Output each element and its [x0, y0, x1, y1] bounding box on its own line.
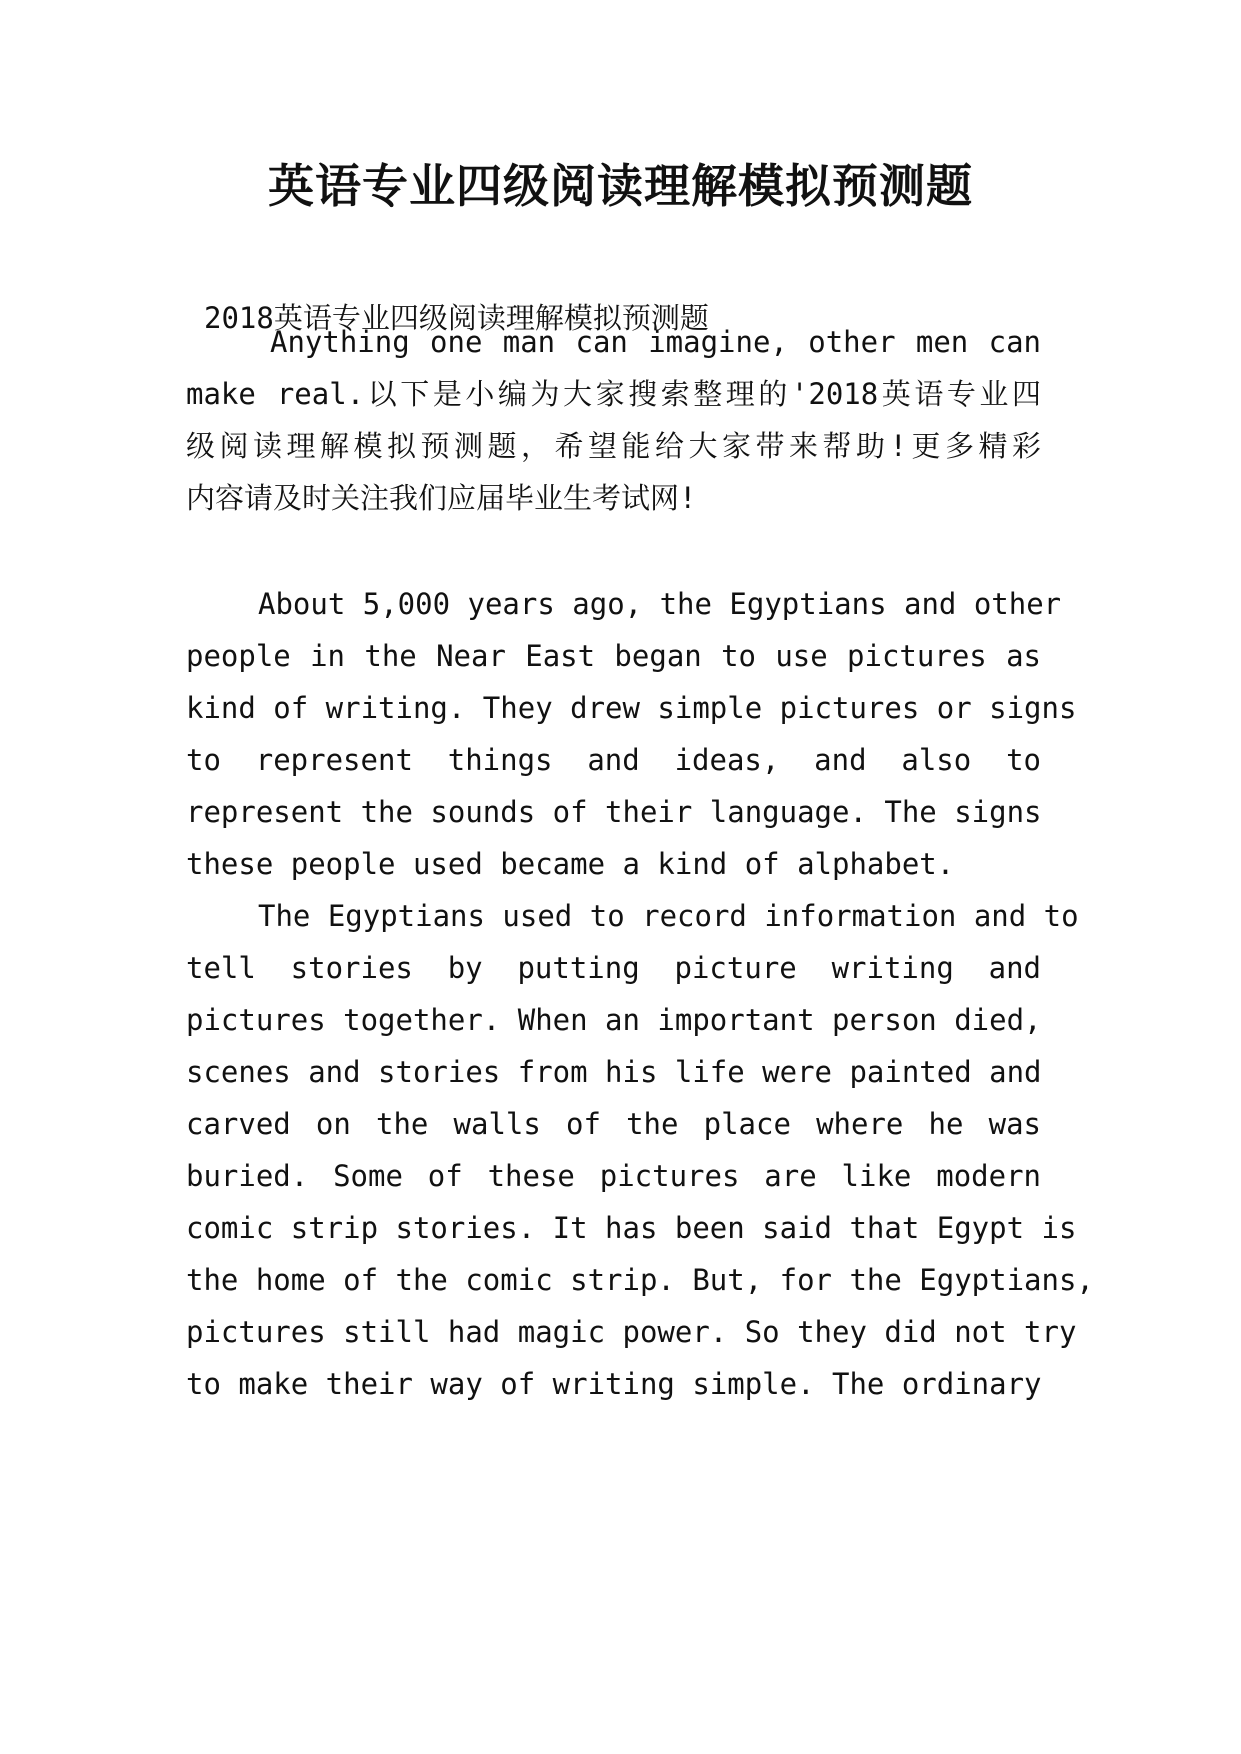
paragraph-line: to make their way of writing simple. The ordinary [186, 1367, 1042, 1401]
paragraph-line: these people used became a kind of alphabet. [186, 847, 955, 881]
paragraph-line: buried. Some of these pictures are like modern [186, 1159, 1041, 1193]
paragraph-line: people in the Near East began to use pictures as [186, 639, 1041, 673]
intro-line: 级阅读理解模拟预测题，希望能给大家带来帮助!更多精彩 [186, 429, 1041, 463]
paragraph-line: comic strip stories. It has been said that Egypt is [186, 1211, 1077, 1245]
paragraph-line: kind of writing. They drew simple pictures or signs [186, 691, 1077, 725]
paragraph-line: tell stories by putting picture writing and [186, 951, 1041, 985]
intro-line: make real.以下是小编为大家搜索整理的'2018英语专业四 [186, 377, 1041, 411]
paragraph-line: represent the sounds of their language. The signs [186, 795, 1042, 829]
intro-line: 内容请及时关注我们应届毕业生考试网! [186, 481, 697, 515]
paragraph-line: the home of the comic strip. But, for the Egyptians, [186, 1263, 1094, 1297]
paragraph-line: carved on the walls of the place where he was [186, 1107, 1041, 1141]
page-title: 英语专业四级阅读理解模拟预测题 [268, 159, 973, 213]
intro-line: Anything one man can imagine, other men can [270, 325, 1041, 359]
paragraph-line: scenes and stories from his life were painted and [186, 1055, 1042, 1089]
paragraph-line: pictures still had magic power. So they did not try [186, 1315, 1077, 1349]
paragraph-line: pictures together. When an important person died, [186, 1003, 1042, 1037]
document-subtitle: 2018英语专业四级阅读理解模拟预测题 [204, 301, 709, 335]
paragraph-line: About 5,000 years ago, the Egyptians and other [258, 587, 1062, 621]
paragraph-line: to represent things and ideas, and also to [186, 743, 1041, 777]
paragraph-line: The Egyptians used to record information and to [258, 899, 1079, 933]
